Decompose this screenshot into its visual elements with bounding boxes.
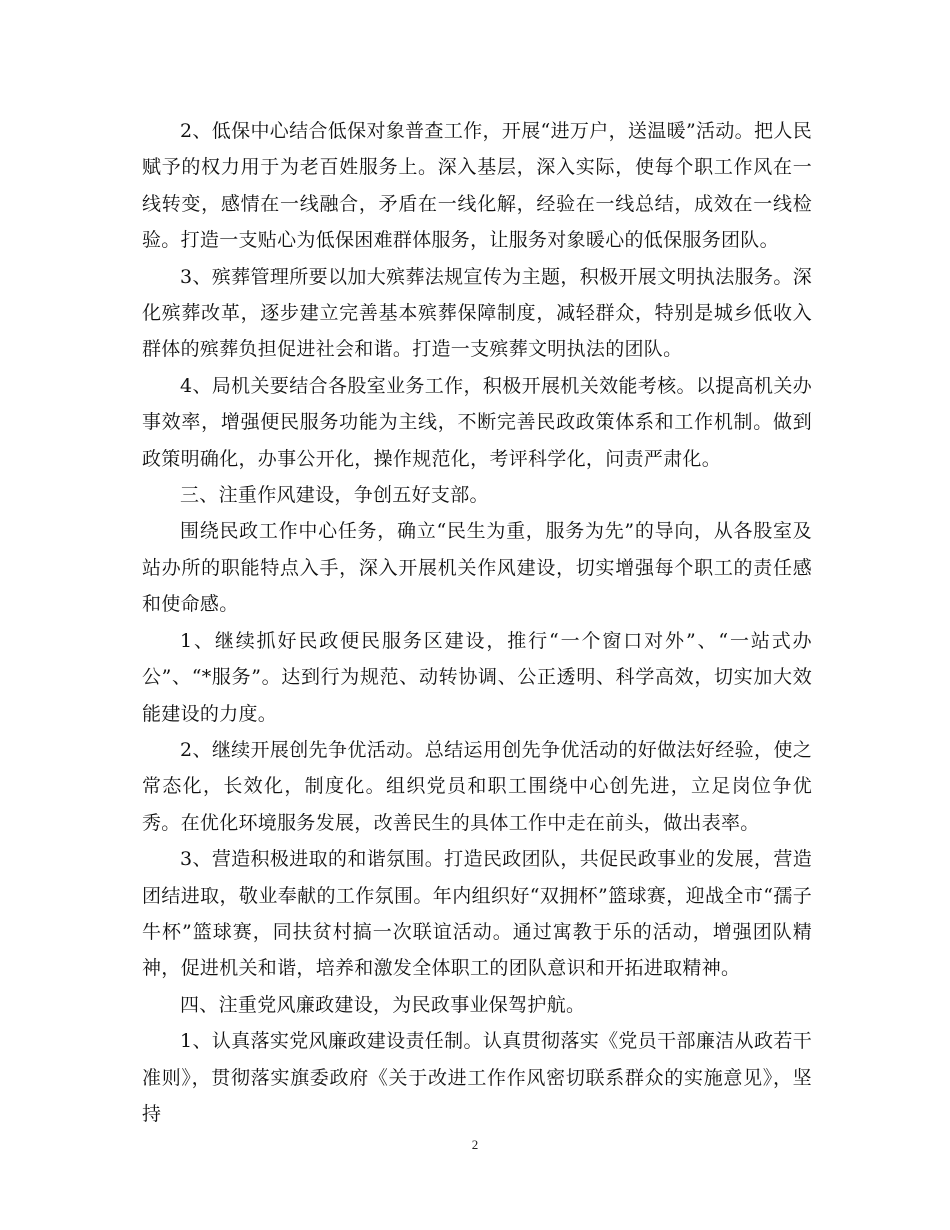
page-number: 2 bbox=[471, 1137, 479, 1152]
paragraph-6: 1、继续抓好民政便民服务区建设，推行“一个窗口对外”、“一站式办公”、“*服务”。达到行为规范、动转协调、公正透明、科学高效，切实加大效能建设的力度。 bbox=[142, 629, 812, 725]
paragraph-3: 4、局机关要结合各股室业务工作，积极开展机关效能考核。以提高机关办事效率，增强便民服务功能为主线，不断完善民政政策体系和工作机制。做到政策明确化，办事公开化，操作规范化，考评科学化，问责严肃化。 bbox=[142, 374, 812, 470]
paragraph-8: 3、营造积极进取的和谐氛围。打造民政团队，共促民政事业的发展，营造团结进取，敬业奉献的工作氛围。年内组织好“双拥杯”篮球赛，迎战全市“孺子牛杯”篮球赛，同扶贫村搞一次联谊活动。通过寓教于乐的活动，增强团队精神，促进机关和谐，培养和激发全体职工的团队意识和开拓进取精神。 bbox=[142, 848, 812, 980]
paragraph-5: 围绕民政工作中心任务，确立“民生为重，服务为先”的导向，从各股室及站办所的职能特点入手，深入开展机关作风建设，切实增强每个职工的责任感和使命感。 bbox=[142, 520, 812, 616]
section-heading-4: 四、注重党风廉政建设，为民政事业保驾护航。 bbox=[180, 993, 586, 1016]
paragraph-2: 3、殡葬管理所要以加大殡葬法规宣传为主题，积极开展文明执法服务。深化殡葬改革，逐步建立完善基本殡葬保障制度，减轻群众，特别是城乡低收入群体的殡葬负担促进社会和谐。打造一支殡葬文明执法的团队。 bbox=[142, 265, 812, 361]
paragraph-7: 2、继续开展创先争优活动。总结运用创先争优活动的好做法好经验，使之常态化，长效化，制度化。组织党员和职工围绕中心创先进，立足岗位争优秀。在优化环境服务发展，改善民生的具体工作中走在前头，做出表率。 bbox=[142, 738, 812, 834]
paragraph-1: 2、低保中心结合低保对象普查工作，开展“进万户，送温暖”活动。把人民赋予的权力用于为老百姓服务上。深入基层，深入实际，使每个职工作风在一线转变，感情在一线融合，矛盾在一线化解，经验在一线总结，成效在一线检验。打造一支贴心为低保困难群体服务，让服务对象暖心的低保服务团队。 bbox=[142, 120, 812, 252]
section-heading-3: 三、注重作风建设，争创五好支部。 bbox=[180, 484, 489, 507]
document-body bbox=[142, 113, 812, 1132]
paragraph-10: 1、认真落实党风廉政建设责任制。认真贯彻落实《党员干部廉洁从政若干准则》，贯彻落实旗委政府《关于改进工作作风密切联系群众的实施意见》，坚持 bbox=[142, 1030, 812, 1125]
